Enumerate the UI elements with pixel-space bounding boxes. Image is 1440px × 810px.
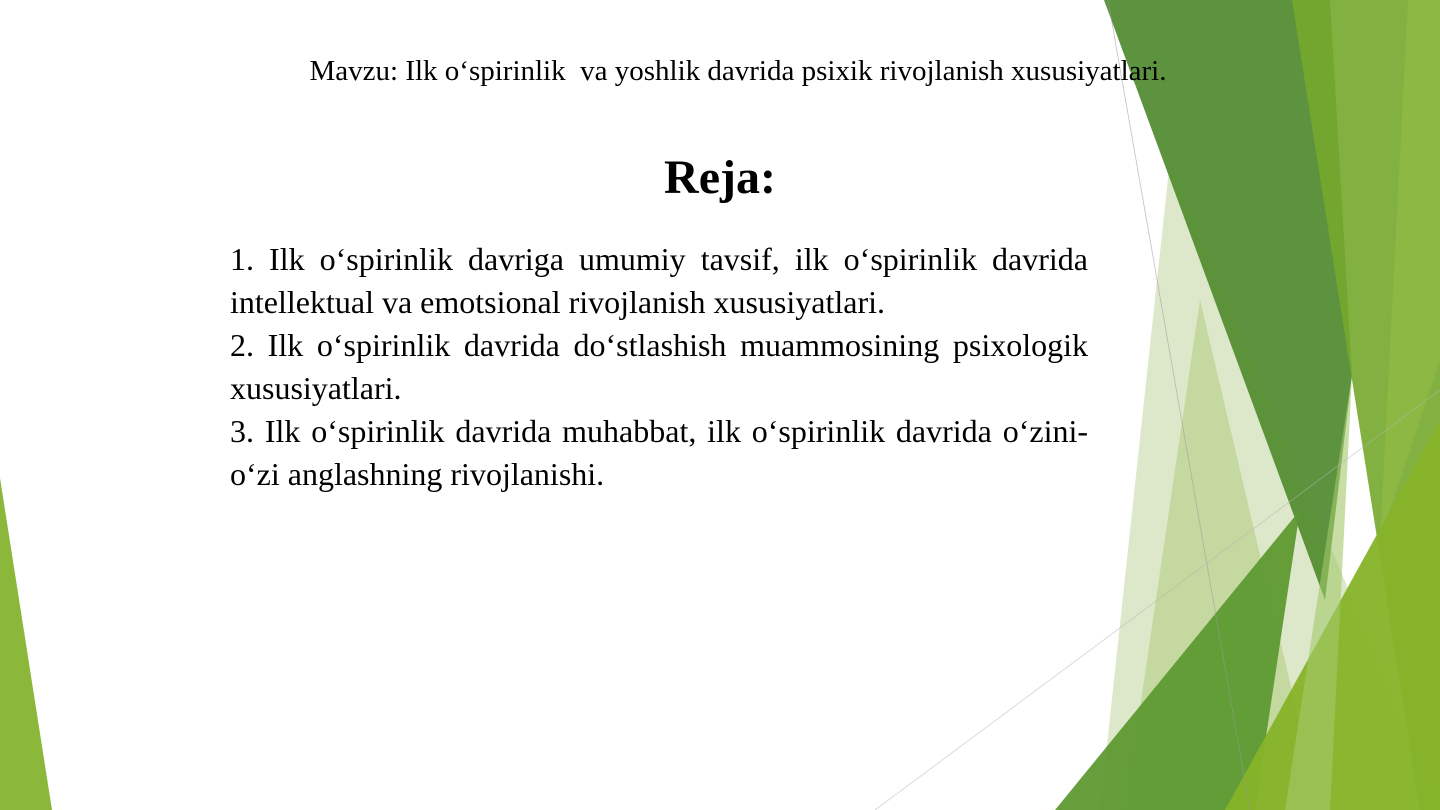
plan-item-1: 1. Ilk o‘spirinlik davriga umumiy tavsif, ilk o‘spirinlik davrida intellektual va emotsional rivojlanish xususiyatlari. xyxy=(230,241,1088,320)
left-edge-triangle xyxy=(0,478,52,810)
slide-title: Mavzu: Ilk o‘spirinlik va yoshlik davrida psixik rivojlanish xususiyatlari. xyxy=(309,55,1167,87)
plan-item-3: 3. Ilk o‘spirinlik davrida muhabbat, ilk o‘spirinlik davrida o‘zini-o‘zi anglashning rivojlanishi. xyxy=(230,413,1088,492)
plan-heading: Reja: xyxy=(664,151,776,204)
plan-list xyxy=(230,238,1088,496)
plan-item-2: 2. Ilk o‘spirinlik davrida do‘stlashish muammosining psixologik xususiyatlari. xyxy=(230,327,1088,406)
